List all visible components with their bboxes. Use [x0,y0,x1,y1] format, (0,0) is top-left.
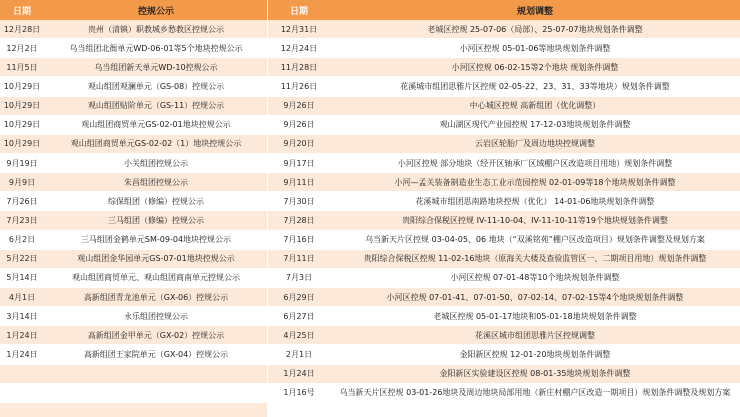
row-title-link[interactable]: 花溪城市组团思南路地块控规（优化） 14-01-06地块规划条件调整 [415,196,655,206]
table-row[interactable] [268,39,740,58]
row-title-link[interactable]: 中心城区控规 高新组团（优化调整） [469,101,601,111]
row-title-link[interactable]: 乌当新天片区控规 03-04-05、06 地块（“双溪铭苑”棚户区改造项目）规划条件调整及规划方案 [365,235,705,245]
table-row[interactable] [0,173,268,192]
table-body [268,20,740,403]
row-date: 6月27日 [283,311,315,321]
row-title-link[interactable]: 金阳新区实验建设区控规 08-01-35地块规划条件调整 [439,369,631,379]
table-row[interactable] [0,77,268,96]
table-row[interactable] [0,116,268,135]
row-date: 10月29日 [3,101,41,111]
row-date: 1月24日 [283,369,315,379]
row-title-link[interactable]: 观山组团商贸单元GS-02-01地块控规公示 [81,120,231,130]
row-title-link[interactable]: 高新组团青龙池单元（GX-06）控规公示 [83,292,229,302]
row-date: 9月17日 [283,158,315,168]
table-row[interactable] [268,250,740,269]
table-row[interactable] [0,326,268,345]
table-row[interactable] [0,345,268,364]
row-title-link[interactable]: 三马组团金鹤单元SM-09-04地块控规公示 [80,235,232,245]
table-row[interactable] [0,307,268,326]
table-row[interactable] [0,58,268,77]
row-date: 6月29日 [283,292,315,302]
table-row[interactable] [268,154,740,173]
row-title-link[interactable]: 贵阳综合保税区控规 IV-11-10-04、IV-11-10-11等19个地块规划条件调整 [402,215,668,225]
table-row[interactable] [268,269,740,288]
row-date: 1月24日 [6,330,38,340]
row-date: 12月31日 [280,24,318,34]
row-title-link[interactable]: 综保组团（修编）控规公示 [108,196,204,206]
row-title-link[interactable]: 朱昌组团控规公示 [124,177,188,187]
row-date: 12月24日 [280,43,318,53]
row-date: 7月26日 [6,196,38,206]
row-title-link[interactable]: 高新组团王家院单元（GX-04）控规公示 [83,349,229,359]
row-date: 7月28日 [283,215,315,225]
row-date: 10月29日 [3,81,41,91]
row-date: 10月29日 [3,120,41,130]
table-row[interactable] [0,20,268,39]
header-title: 控规公示 [137,6,174,17]
table-header [268,0,740,20]
row-title-link[interactable]: 观山组团金华园单元GS-07-01地块控规公示 [77,254,235,264]
row-title-link[interactable]: 老城区控规 25-07-06（局部）、25-07-07地块规划条件调整 [427,24,643,34]
header-title: 规划调整 [516,6,553,17]
row-date: 11月5日 [6,62,38,72]
table-row[interactable] [268,97,740,116]
row-date: 9月26日 [283,101,315,111]
table-row[interactable] [268,192,740,211]
table-row[interactable] [0,192,268,211]
row-title-link[interactable]: 老城区控规 05-01-17地块和05-01-18地块规划条件调整 [433,311,637,321]
row-title-link[interactable]: 小河区控规 部分地块（经开区轴承厂区域棚户区改造项目用地）规划条件调整 [397,158,673,168]
row-title-link[interactable]: 花溪城市组团思雅片区控规 02-05-22、23、31、33等地块）规划条件调整 [400,81,670,91]
row-title-link[interactable]: 乌当新天片区控规 03-01-26地块及周边地块局部用地（新庄村棚户区改造一期项目）规划条件调整及规划方案 [339,388,731,398]
row-title-link[interactable]: 三马组团（修编）控规公示 [108,215,204,225]
row-title-link[interactable]: 乌当组团北衙单元WD-06-01等5个地块控规公示 [69,43,243,53]
table-row[interactable] [268,384,740,403]
row-date: 7月3日 [285,273,313,283]
table-row[interactable] [0,403,268,417]
row-title-link[interactable]: 小河—孟关装备制造业生态工业示范园控规 02-01-09等18个地块规划条件调整 [394,177,676,187]
table-row[interactable] [0,135,268,154]
row-date: 4月25日 [283,330,315,340]
row-title-link[interactable]: 小河区控规 06-02-15等2个地块 规划条件调整 [451,62,619,72]
row-date: 9月26日 [283,120,315,130]
table-row[interactable] [0,39,268,58]
row-title-link[interactable]: 金阳新区控规 12-01-20地块规划条件调整 [459,349,611,359]
table-row[interactable] [268,231,740,250]
row-title-link[interactable]: 乌当组团新天单元WD-10控规公示 [94,62,218,72]
table-row[interactable] [0,250,268,269]
row-title-link[interactable]: 贵阳综合保税区控规 11-02-16地块（原海关大楼及查验监管区一、二期项目用地）规划条件调整 [363,254,707,264]
table-row[interactable] [0,97,268,116]
row-title-link[interactable]: 小关组团控规公示 [124,158,188,168]
row-date: 12月28日 [3,24,41,34]
row-title-link[interactable]: 贵州（清镇）职教城乡愁教区控规公示 [88,24,224,34]
row-date: 6月2日 [8,235,36,245]
row-title-link[interactable]: 花溪区城市组团思雅片区控规调整 [475,330,595,340]
table-row[interactable] [268,345,740,364]
row-date: 12月2日 [6,43,38,53]
row-date: 9月19日 [6,158,38,168]
table-row[interactable] [268,173,740,192]
row-title-link[interactable]: 观山组团商贸单元、观山组团商南单元控规公示 [72,273,240,283]
row-title-link[interactable]: 观山组团观澜单元（GS-08）控规公示 [87,81,225,91]
row-date: 3月14日 [6,311,38,321]
table-row[interactable] [268,288,740,307]
header-date: 日期 [12,6,31,17]
table-row[interactable] [0,269,268,288]
row-title-link[interactable]: 小河区控规 05-01-06等地块规划条件调整 [459,43,611,53]
row-date: 5月14日 [6,273,38,283]
row-date: 11月26日 [280,81,318,91]
row-title-link[interactable]: 永乐组团控规公示 [124,311,188,321]
row-date: 9月9日 [8,177,36,187]
row-date: 7月11日 [283,254,315,264]
row-title-link[interactable]: 观山组团贴阶单元（GS-11）控规公示 [87,101,225,111]
row-date: 11月28日 [280,62,318,72]
row-date: 7月16日 [283,235,315,245]
row-date: 10月29日 [3,139,41,149]
row-date: 4月1日 [8,292,36,302]
table-row[interactable] [268,326,740,345]
row-title-link[interactable]: 云岩区轮胎厂及周边地块控规调整 [475,139,595,149]
table-row[interactable] [268,135,740,154]
row-title-link[interactable]: 观山湖区现代产业园控规 17-12-03地块规划条件调整 [439,120,631,130]
table-row[interactable] [268,116,740,135]
table-row[interactable] [268,77,740,96]
table-header [0,0,268,20]
table-row[interactable] [0,231,268,250]
row-title-link[interactable]: 小河区控规 07-01-48等10个地块规划条件调整 [450,273,620,283]
table-row[interactable] [268,20,740,39]
row-date: 1月24日 [6,349,38,359]
row-title-link[interactable]: 观山组团商贸单元GS-02-02（1）地块控规公示 [70,139,242,149]
row-date: 1月16号 [283,388,315,398]
row-date: 7月30日 [283,196,315,206]
table-row[interactable] [268,307,740,326]
row-title-link[interactable]: 高新组团金甲单元（GX-02）控规公示 [87,330,225,340]
table-row[interactable] [0,288,268,307]
table-body [0,20,268,417]
plan-adjustment-table [268,0,740,403]
table-row[interactable] [0,154,268,173]
row-date: 9月11日 [283,177,315,187]
row-date: 2月1日 [285,349,313,359]
row-date: 9月20日 [283,139,315,149]
row-title-link[interactable]: 小河区控规 07-01-41、07-01-50、07-02-14、07-02-15等4个地块规划条件调整 [386,292,684,302]
control-plan-publicity-table [0,0,268,417]
table-row[interactable] [0,384,268,403]
table-row[interactable] [0,365,268,384]
header-date: 日期 [289,6,308,17]
table-row[interactable] [0,211,268,230]
row-date: 5月22日 [6,254,38,264]
table-row[interactable] [268,58,740,77]
table-row[interactable] [268,365,740,384]
table-row[interactable] [268,211,740,230]
row-date: 7月23日 [6,215,38,225]
